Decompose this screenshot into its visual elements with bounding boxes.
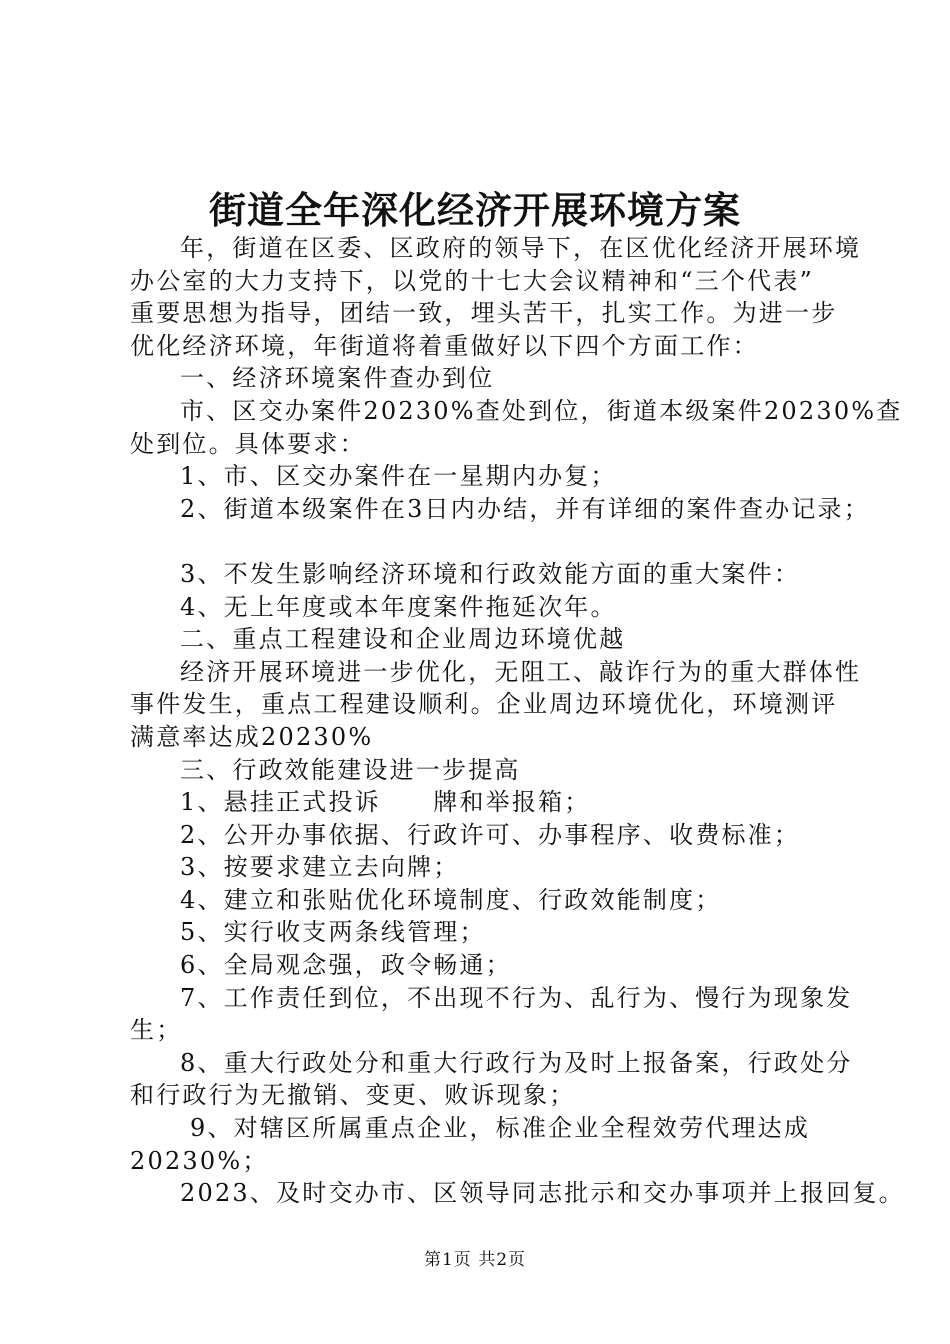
list-item: 2023、及时交办市、区领导同志批示和交办事项并上报回复。 bbox=[180, 1179, 905, 1208]
blank-line bbox=[130, 525, 842, 558]
section-heading: 二、重点工程建设和企业周边环境优越 bbox=[180, 625, 626, 654]
list-item: 1、市、区交办案件在一星期内办复； bbox=[180, 462, 617, 491]
list-item: 6、全局观念强，政令畅通； bbox=[180, 951, 512, 980]
list-item: 8、重大行政处分和重大行政行为及时上报备案，行政处分 bbox=[180, 1048, 853, 1077]
paragraph-line: 优化经济环境，年街道将着重做好以下四个方面工作： bbox=[130, 331, 759, 360]
page-footer: 第1页 共2页 bbox=[423, 1250, 527, 1270]
paragraph-line: 满意率达成20230% bbox=[130, 722, 374, 751]
list-item: 7、工作责任到位，不出现不行为、乱行为、慢行为现象发 bbox=[180, 983, 853, 1012]
paragraph-line: 和行政行为无撤销、变更、败诉现象； bbox=[130, 1081, 576, 1110]
paragraph-line: 20230%； bbox=[130, 1146, 269, 1175]
paragraph-line: 经济开展环境进一步优化，无阻工、敲诈行为的重大群体性 bbox=[180, 657, 862, 686]
list-item: 1、悬挂正式投诉 牌和举报箱； bbox=[180, 788, 591, 817]
list-item: 4、无上年度或本年度案件拖延次年。 bbox=[180, 592, 617, 621]
list-item: 9、对辖区所属重点企业，标准企业全程效劳代理达成 bbox=[190, 1114, 811, 1143]
list-item: 3、不发生影响经济环境和行政效能方面的重大案件： bbox=[180, 559, 801, 588]
list-item: 4、建立和张贴优化环境制度、行政效能制度； bbox=[180, 885, 722, 914]
paragraph-line: 重要思想为指导，团结一致，埋头苦干，扎实工作。为进一步 bbox=[130, 299, 838, 328]
section-heading: 一、经济环境案件查办到位 bbox=[180, 364, 495, 393]
list-item: 3、按要求建立去向牌； bbox=[180, 853, 460, 882]
paragraph-line: 市、区交办案件20230%查处到位，街道本级案件20230%查 bbox=[180, 396, 903, 425]
document-title: 街道全年深化经济开展环境方案 bbox=[209, 188, 741, 232]
paragraph-line: 事件发生，重点工程建设顺利。企业周边环境优化，环境测评 bbox=[130, 690, 838, 719]
paragraph-line: 生； bbox=[130, 1016, 183, 1045]
list-item: 2、公开办事依据、行政许可、办事程序、收费标准； bbox=[180, 820, 801, 849]
list-item: 2、街道本级案件在3日内办结，并有详细的案件查办记录； bbox=[180, 494, 870, 523]
list-item: 5、实行收支两条线管理； bbox=[180, 918, 486, 947]
paragraph-line: 年，街道在区委、区政府的领导下，在区优化经济开展环境 bbox=[180, 234, 862, 262]
paragraph-line: 处到位。具体要求： bbox=[130, 429, 366, 458]
section-heading: 三、行政效能建设进一步提高 bbox=[180, 755, 521, 784]
paragraph-line: 办公室的大力支持下，以党的十七大会议精神和“三个代表” bbox=[130, 266, 814, 295]
document-body bbox=[130, 232, 905, 1210]
